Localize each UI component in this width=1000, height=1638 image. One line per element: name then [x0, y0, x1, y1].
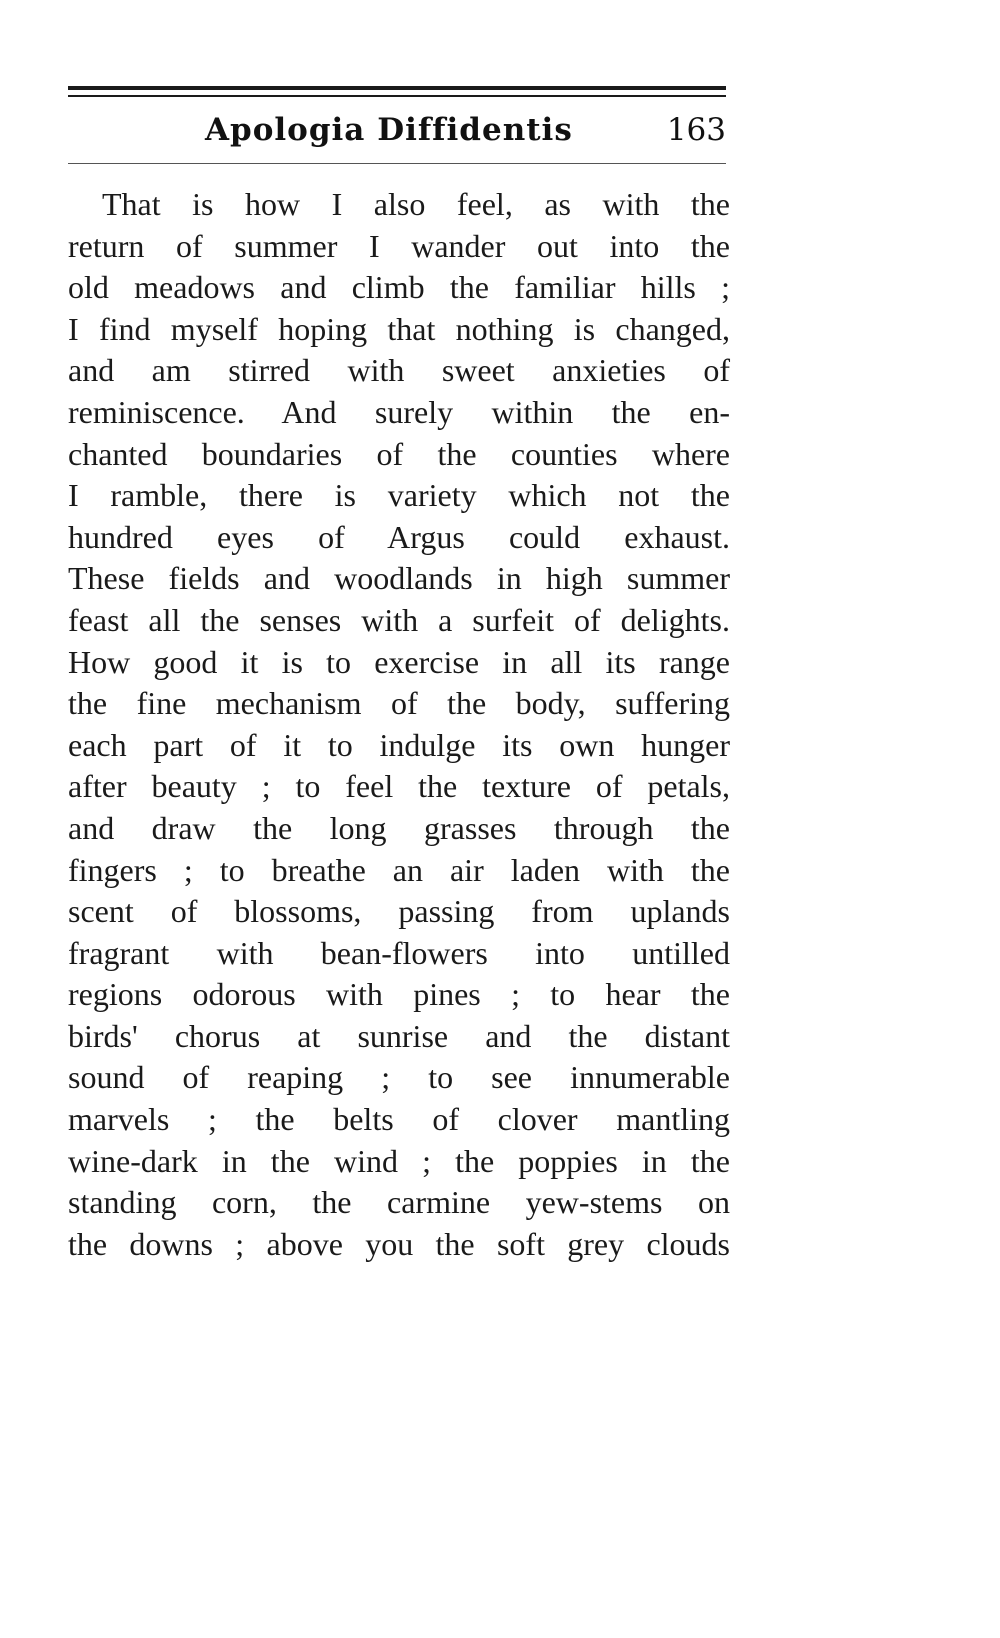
text-line: and draw the long grasses through the: [68, 809, 730, 846]
text-line: chanted boundaries of the counties where: [68, 435, 730, 472]
body-text: [68, 184, 730, 1265]
text-line: fingers ; to breathe an air laden with the: [68, 851, 730, 888]
text-line: fragrant with bean-flowers into untilled: [68, 934, 730, 971]
text-line: after beauty ; to feel the texture of petals,: [68, 768, 730, 805]
text-line: reminiscence. And surely within the en-: [68, 393, 730, 430]
text-line: the fine mechanism of the body, suffering: [68, 685, 730, 722]
text-line: return of summer I wander out into the: [68, 227, 730, 264]
text-line: How good it is to exercise in all its range: [68, 643, 730, 680]
text-line: I find myself hoping that nothing is changed,: [68, 310, 730, 347]
text-line: regions odorous with pines ; to hear the: [68, 976, 730, 1013]
text-line: birds' chorus at sunrise and the distant: [68, 1017, 730, 1054]
text-line: These fields and woodlands in high summer: [68, 560, 730, 597]
text-line: hundred eyes of Argus could exhaust.: [68, 518, 730, 555]
text-line: each part of it to indulge its own hunger: [68, 726, 730, 763]
text-line: marvels ; the belts of clover mantling: [68, 1101, 730, 1138]
text-line: old meadows and climb the familiar hills ;: [68, 269, 730, 306]
header-rule-thick: [68, 86, 726, 90]
text-line: the downs ; above you the soft grey clouds: [68, 1225, 730, 1262]
text-line: standing corn, the carmine yew-stems on: [68, 1184, 730, 1221]
text-line: That is how I also feel, as with the: [102, 186, 730, 222]
text-line: scent of blossoms, passing from uplands: [68, 893, 730, 930]
text-line: sound of reaping ; to see innumerable: [68, 1059, 730, 1096]
text-line: I ramble, there is variety which not the: [68, 477, 730, 514]
running-title: Apologia Diffidentis: [205, 112, 573, 148]
text-line: and am stirred with sweet anxieties of: [68, 352, 730, 389]
page-number: 163: [666, 112, 726, 148]
text-line: feast all the senses with a surfeit of delights.: [68, 601, 730, 638]
header-rule-thin: [68, 95, 726, 97]
text-line: wine-dark in the wind ; the poppies in the: [68, 1142, 730, 1179]
header-underline: [68, 163, 726, 164]
